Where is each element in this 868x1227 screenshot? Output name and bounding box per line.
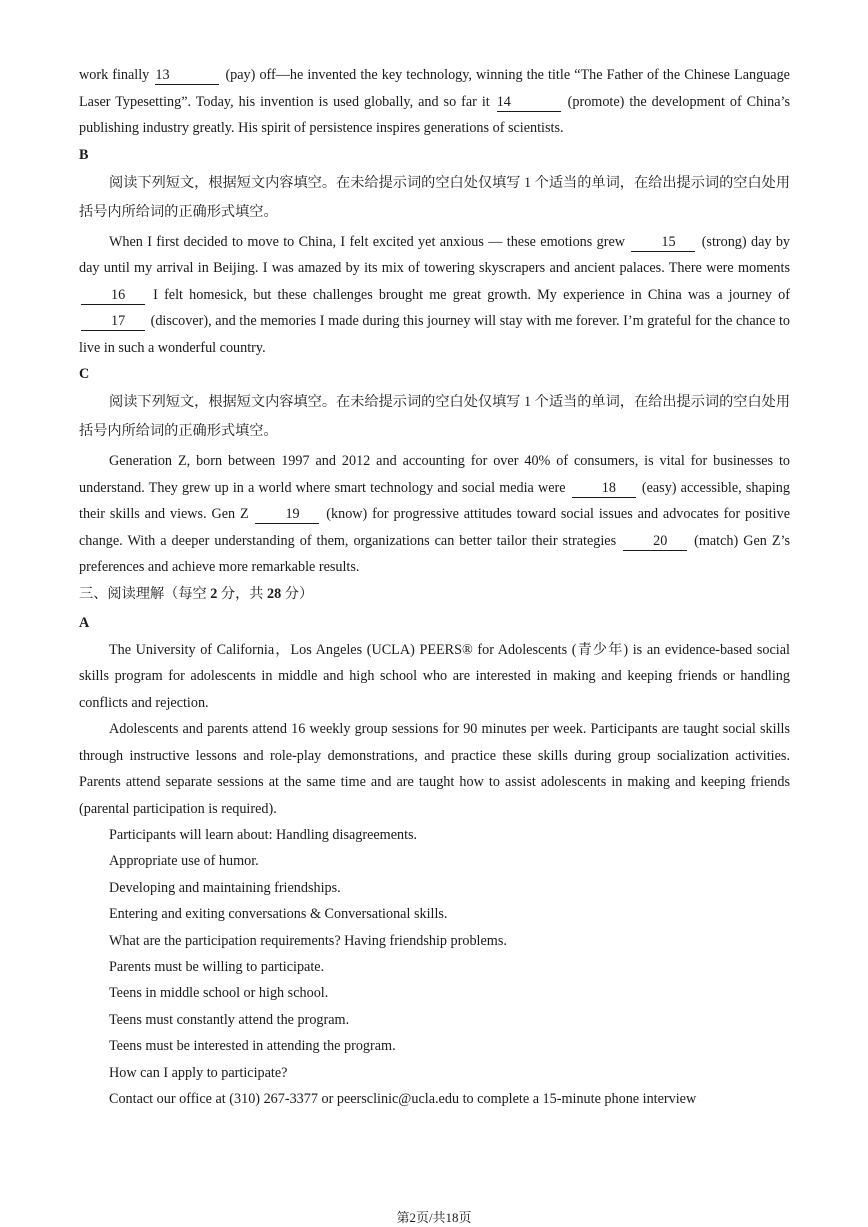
list-item: Participants will learn about: Handling disagreements. bbox=[109, 827, 418, 843]
text-run: (promote) the development of China’s publishing industry greatly. His spirit of persistence inspires generations of scientists. bbox=[79, 93, 790, 136]
section-b-instruction: 阅读下列短文，根据短文内容填空。在未给提示词的空白处仅填写 1 个适当的单词，在给出提示词的空白处用括号内所给词的正确形式填空。 bbox=[79, 174, 791, 220]
list-item: What are the participation requirements? Having friendship problems. bbox=[109, 932, 507, 949]
reading-a-heading: A bbox=[79, 614, 90, 631]
reading-a-paragraph-1: The University of California，Los Angeles (UCLA) PEERS® for Adolescents (青少年) is an evidence-based social skills program for adolescents in middle and high school who are interested in making and keeping friends or handling conflicts and rejection. bbox=[79, 641, 790, 711]
section-c-heading: C bbox=[79, 366, 90, 382]
section-c-instruction: 阅读下列短文，根据短文内容填空。在未给提示词的空白处仅填写 1 个适当的单词，在给出提示词的空白处用括号内所给词的正确形式填空。 bbox=[79, 394, 791, 439]
text-run: I felt homesick, but these challenges brought me great growth. My experience in China was a journey of bbox=[147, 286, 790, 303]
text-run: When I first decided to move to China, I felt excited yet anxious — these emotions grew bbox=[109, 233, 630, 250]
text-run: (easy) accessible, shaping their skills and views. Gen Z bbox=[79, 479, 790, 522]
list-item: Entering and exiting conversations & Conversational skills. bbox=[109, 906, 448, 923]
list-item: Teens in middle school or high school. bbox=[109, 985, 329, 1002]
text-run: 分） bbox=[281, 585, 314, 602]
list-item: Parents must be willing to participate. bbox=[109, 959, 325, 976]
text-run: (know) for progressive attitudes toward social issues and advocates for positive change. With a deeper understanding of them, organizations can better tailor their strategies bbox=[79, 506, 790, 549]
section-c-passage bbox=[79, 448, 790, 581]
continuation-paragraph bbox=[79, 62, 790, 142]
blank-18[interactable]: 18 bbox=[572, 480, 636, 498]
score-per-item: 2 bbox=[210, 585, 218, 602]
section-b-passage bbox=[79, 229, 790, 362]
reading-a-list bbox=[79, 822, 790, 1112]
list-item: Teens must be interested in attending the program. bbox=[109, 1038, 396, 1055]
list-item: Teens must constantly attend the program. bbox=[109, 1011, 350, 1028]
text-run: (match) Gen Z’s preferences and achieve more remarkable results. bbox=[79, 532, 790, 575]
text-run: (strong) day by day until my arrival in Beijing. I was amazed by its mix of towering skyscrapers and ancient palaces. There were moments bbox=[79, 233, 791, 276]
text-run: (pay) off—he invented the key technology, winning the title “The Father of the Chinese Language Laser Typesetting”. Today, his invention is used globally, and so far it bbox=[79, 67, 790, 110]
page-number: 第2页/共18页 bbox=[396, 1210, 472, 1225]
blank-13[interactable]: 13 bbox=[155, 67, 219, 85]
score-total: 28 bbox=[267, 585, 282, 602]
part-3-title bbox=[79, 581, 790, 608]
section-b-heading: B bbox=[79, 146, 89, 163]
reading-a-paragraph-2: Adolescents and parents attend 16 weekly group sessions for 90 minutes per week. Participants are taught social skills through instructive lessons and role-play demonstrations, and practice these skills during group socialization activities. Parents attend separate sessions at the same time and are taught how to assist adolescents in making and keeping friends (parental participation is required). bbox=[79, 721, 790, 817]
blank-17[interactable]: 17 bbox=[81, 313, 145, 331]
blank-16[interactable]: 16 bbox=[81, 287, 145, 305]
blank-15[interactable]: 15 bbox=[631, 234, 695, 252]
text-run: Generation Z, born between 1997 and 2012 and accounting for over 40% of consumers, is vital for businesses to understand. They grew up in a world where smart technology and social media were bbox=[79, 453, 790, 496]
blank-19[interactable]: 19 bbox=[255, 506, 319, 524]
blank-20[interactable]: 20 bbox=[623, 533, 687, 551]
list-item: Appropriate use of humor. bbox=[109, 853, 259, 870]
list-item: How can I apply to participate? bbox=[109, 1064, 288, 1081]
text-run: 三、阅读理解（每空 bbox=[79, 585, 211, 602]
document-page bbox=[79, 62, 790, 1112]
list-item: Developing and maintaining friendships. bbox=[109, 879, 341, 896]
text-run: work finally bbox=[79, 67, 154, 83]
text-run: 分，共 bbox=[217, 585, 268, 602]
list-item: Contact our office at (310) 267-3377 or peersclinic@ucla.edu to complete a 15-minute phone interview bbox=[109, 1091, 697, 1108]
text-run: (discover), and the memories I made during this journey will stay with me forever. I’m grateful for the chance to live in such a wonderful country. bbox=[79, 313, 790, 356]
blank-14[interactable]: 14 bbox=[497, 94, 561, 112]
